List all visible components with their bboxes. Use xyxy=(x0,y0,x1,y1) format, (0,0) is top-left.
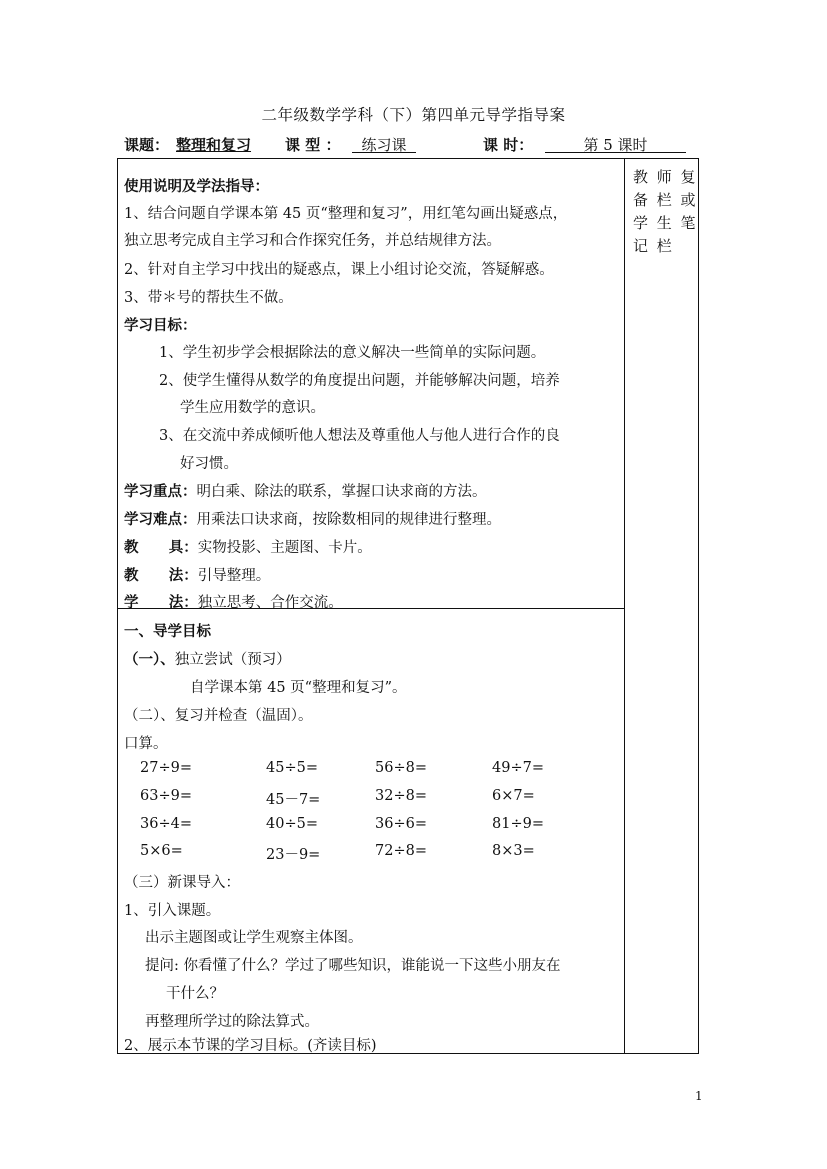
teacher-notes-column xyxy=(633,166,697,258)
lesson-header xyxy=(124,134,704,154)
teaching-method xyxy=(124,564,270,585)
calc-item: 63÷9= xyxy=(140,788,192,804)
calc-item: 56÷8= xyxy=(375,760,427,776)
calc-item: 32÷8= xyxy=(375,788,427,804)
step-1-b-cont: 干什么？ xyxy=(166,986,224,1002)
period-label: 课 时： xyxy=(483,136,534,154)
section-heading: 一、导学目标 xyxy=(124,623,211,640)
side-line: 学 生 笔 xyxy=(633,214,698,232)
part1-text: 独立尝试（预习） xyxy=(174,652,291,668)
difficulty-text: 用乘法口诀求商，按除数相同的规律进行整理。 xyxy=(196,512,501,528)
learning-method-label: 学 法： xyxy=(124,594,198,611)
calc-item: 6×7= xyxy=(492,788,535,804)
learning-method xyxy=(124,591,343,612)
difficulty-label: 学习难点： xyxy=(124,511,197,528)
key-point-label: 学习重点： xyxy=(124,483,197,500)
teaching-method-label: 教 法： xyxy=(124,567,198,584)
topic-value: 整理和复习 xyxy=(176,136,252,154)
step-1: 1、引入课题。 xyxy=(124,903,221,919)
goal-line: 2、使学生懂得从数学的角度提出问题，并能够解决问题，培养 xyxy=(159,373,560,389)
part3: （三）新课导入： xyxy=(124,875,240,891)
calc-item: 27÷9= xyxy=(140,760,192,776)
step-1-c: 再整理所学过的除法算式。 xyxy=(145,1014,319,1030)
step-1-a: 出示主题图或让学生观察主体图。 xyxy=(145,930,363,946)
side-line: 记 栏 xyxy=(633,237,674,255)
period-value: 第 5 课时 xyxy=(545,134,686,153)
calc-item: 36÷4= xyxy=(140,816,192,832)
part1-detail: 自学课本第 45 页“整理和复习”。 xyxy=(190,680,407,696)
goal-line: 学生应用数学的意识。 xyxy=(180,400,325,416)
calc-item: 49÷7= xyxy=(492,760,544,776)
oral-calc-label: 口算。 xyxy=(124,736,168,752)
teaching-method-text: 引导整理。 xyxy=(197,568,271,584)
goal-line: 好习惯。 xyxy=(180,456,238,472)
instructions-heading: 使用说明及学法指导： xyxy=(124,178,269,195)
column-divider xyxy=(624,158,625,1054)
key-point-text: 明白乘、除法的联系，掌握口诀求商的方法。 xyxy=(196,484,487,500)
key-point xyxy=(124,480,487,501)
goals-heading: 学习目标： xyxy=(124,317,197,334)
calc-item: 5×6= xyxy=(140,843,183,859)
calc-item: 45÷5= xyxy=(266,760,318,776)
step-2: 2、展示本节课的学习目标。(齐读目标) xyxy=(124,1038,377,1054)
calc-item: 8×3= xyxy=(492,843,535,859)
learning-method-text: 独立思考、合作交流。 xyxy=(197,595,343,611)
tools xyxy=(124,536,372,557)
side-line: 教 师 复 xyxy=(633,168,698,186)
instruction-line: 1、结合问题自学课本第 45 页“整理和复习”，用红笔勾画出疑惑点， xyxy=(124,206,568,222)
calc-item: 23－9= xyxy=(266,847,321,863)
document-title: 二年级数学学科（下）第四单元导学指导案 xyxy=(261,106,566,124)
instruction-line: 2、针对自主学习中找出的疑惑点，课上小组讨论交流，答疑解惑。 xyxy=(124,262,554,278)
instruction-line: 3、带＊号的帮扶生不做。 xyxy=(124,290,293,306)
part1-label: （一）、 xyxy=(124,651,175,668)
calc-item: 36÷6= xyxy=(375,816,427,832)
calc-item: 72÷8= xyxy=(375,843,427,859)
tools-label: 教 具： xyxy=(124,539,198,556)
type-value: 练习课 xyxy=(352,134,416,153)
goal-line: 1、学生初步学会根据除法的意义解决一些简单的实际问题。 xyxy=(159,345,546,361)
instruction-line: 独立思考完成自主学习和合作探究任务，并总结规律方法。 xyxy=(124,233,501,249)
difficulty xyxy=(124,508,501,529)
step-1-b: 提问: 你看懂了什么？学过了哪些知识，谁能说一下这些小朋友在 xyxy=(145,958,561,974)
side-line: 备 栏 或 xyxy=(633,191,698,209)
calc-item: 81÷9= xyxy=(492,816,544,832)
part2: （二）、复习并检查（温固）。 xyxy=(124,708,313,724)
calc-item: 45－7= xyxy=(266,792,321,808)
part1 xyxy=(124,648,291,669)
type-label: 课 型 ： xyxy=(285,136,341,154)
tools-text: 实物投影、主题图、卡片。 xyxy=(197,540,372,556)
topic-label: 课题： xyxy=(124,136,170,154)
goal-line: 3、在交流中养成倾听他人想法及尊重他人与他人进行合作的良 xyxy=(159,428,560,444)
calc-item: 40÷5= xyxy=(266,816,318,832)
page-number: 1 xyxy=(695,1089,703,1103)
